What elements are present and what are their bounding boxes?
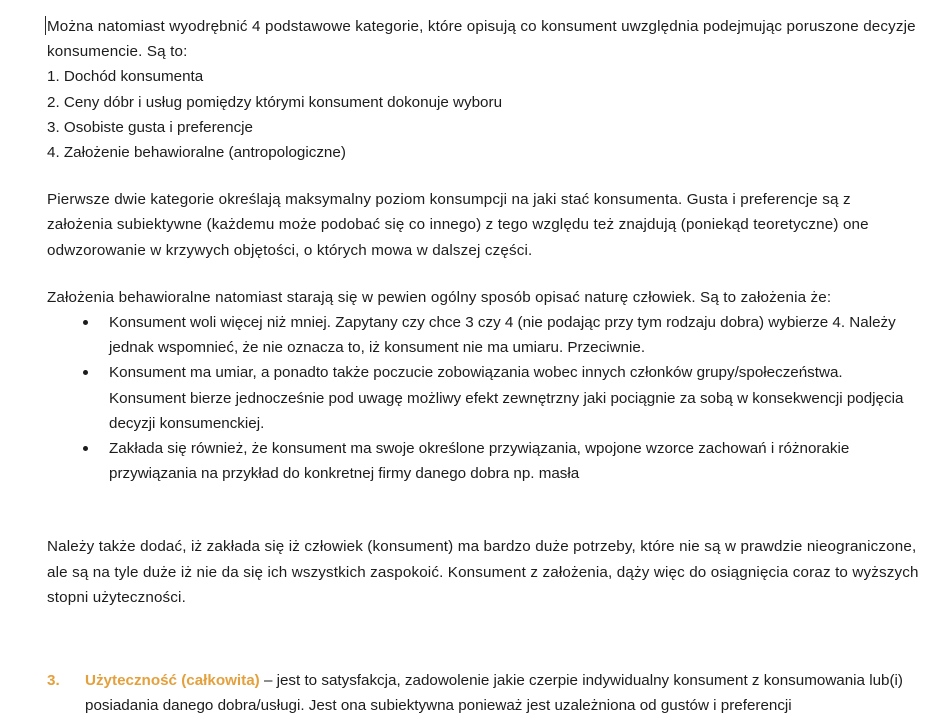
list-item-text: Konsument woli więcej niż mniej. Zapytany czy chce 3 czy 4 (nie podając przy tym rodzaju dobra) wybierze 4. Należy jednak wspomnieć, że nie oznacza to, iż konsument nie ma umiaru. Przeciwnie.	[109, 314, 896, 357]
paragraph-categories: Pierwsze dwie kategorie określają maksymalny poziom konsumpcji na jaki stać konsumenta. Gusta i preferencje są z założenia subiektywne (każdemu może podobać się co innego) z tego względu też znajdują (poniekąd teoretyczne) one odwzorowanie w krzywych objętości, o których mowa w dalszej części.	[47, 191, 869, 259]
list-item-text: Zakłada się również, że konsument ma swoje określone przywiązania, wpojone wzorce zachowań i różnorakie przywiązania na przykład do konkretnej firmy danego dobra np. masła	[109, 440, 850, 483]
list-item: 1. Dochód konsumenta	[47, 68, 204, 86]
list-item	[47, 668, 919, 718]
behavioral-assumptions-list	[47, 310, 919, 486]
list-item	[47, 436, 919, 486]
list-item	[47, 360, 919, 436]
intro-paragraph: Można natomiast wyodrębnić 4 podstawowe kategorie, które opisują co konsument uwzględnia podejmując poruszone decyzje konsumencie. Są to:	[47, 18, 916, 61]
spacer	[47, 646, 919, 668]
list-item: 3. Osobiste gusta i preferencje	[47, 118, 253, 136]
spacer	[47, 165, 919, 187]
list-item: 2. Ceny dóbr i usług pomiędzy którymi konsument dokonuje wyboru	[47, 93, 503, 111]
spacer	[47, 610, 919, 646]
text-caret	[45, 16, 46, 35]
highlighted-term: Użyteczność (całkowita)	[85, 672, 260, 690]
intro-numbered-list	[47, 64, 919, 165]
paragraph-needs: Należy także dodać, iż zakłada się iż człowiek (konsument) ma bardzo duże potrzeby, które nie są w prawdzie nieograniczone, ale są na tyle duże iż nie da się ich wszystkich zaspokoić. Konsument z założenia, dąży więc do osiągnięcia coraz to wyższych stopni użyteczności.	[47, 538, 919, 606]
bullet-icon	[83, 320, 88, 325]
spacer	[47, 263, 919, 285]
spacer	[47, 486, 919, 534]
list-item	[47, 310, 919, 360]
bullet-icon	[83, 446, 88, 451]
paragraph-behavioral-intro: Założenia behawioralne natomiast starają się w pewien ogólny sposób opisać naturę człowiek. Są to założenia że:	[47, 288, 832, 306]
definition-text: – jest to satysfakcja, zadowolenie jakie czerpie indywidualny konsument z konsumowania lub(i) posiadania danego dobra/usługi. Jest ona subiektywna ponieważ jest uzależniona od gustów i preferencji	[85, 672, 903, 715]
bullet-icon	[83, 370, 88, 375]
list-marker: 3.	[47, 672, 60, 690]
list-item: 4. Założenie behawioralne (antropologiczne)	[47, 144, 346, 162]
list-item-text: Konsument ma umiar, a ponadto także poczucie zobowiązania wobec innych członków grupy/społeczeństwa. Konsument bierze jednocześnie pod uwagę możliwy efekt zewnętrzny jaki pociągnie za sobą w konsekwencji podjęcia decyzji konsumenckiej.	[109, 364, 904, 432]
utility-definition-list	[47, 668, 919, 718]
